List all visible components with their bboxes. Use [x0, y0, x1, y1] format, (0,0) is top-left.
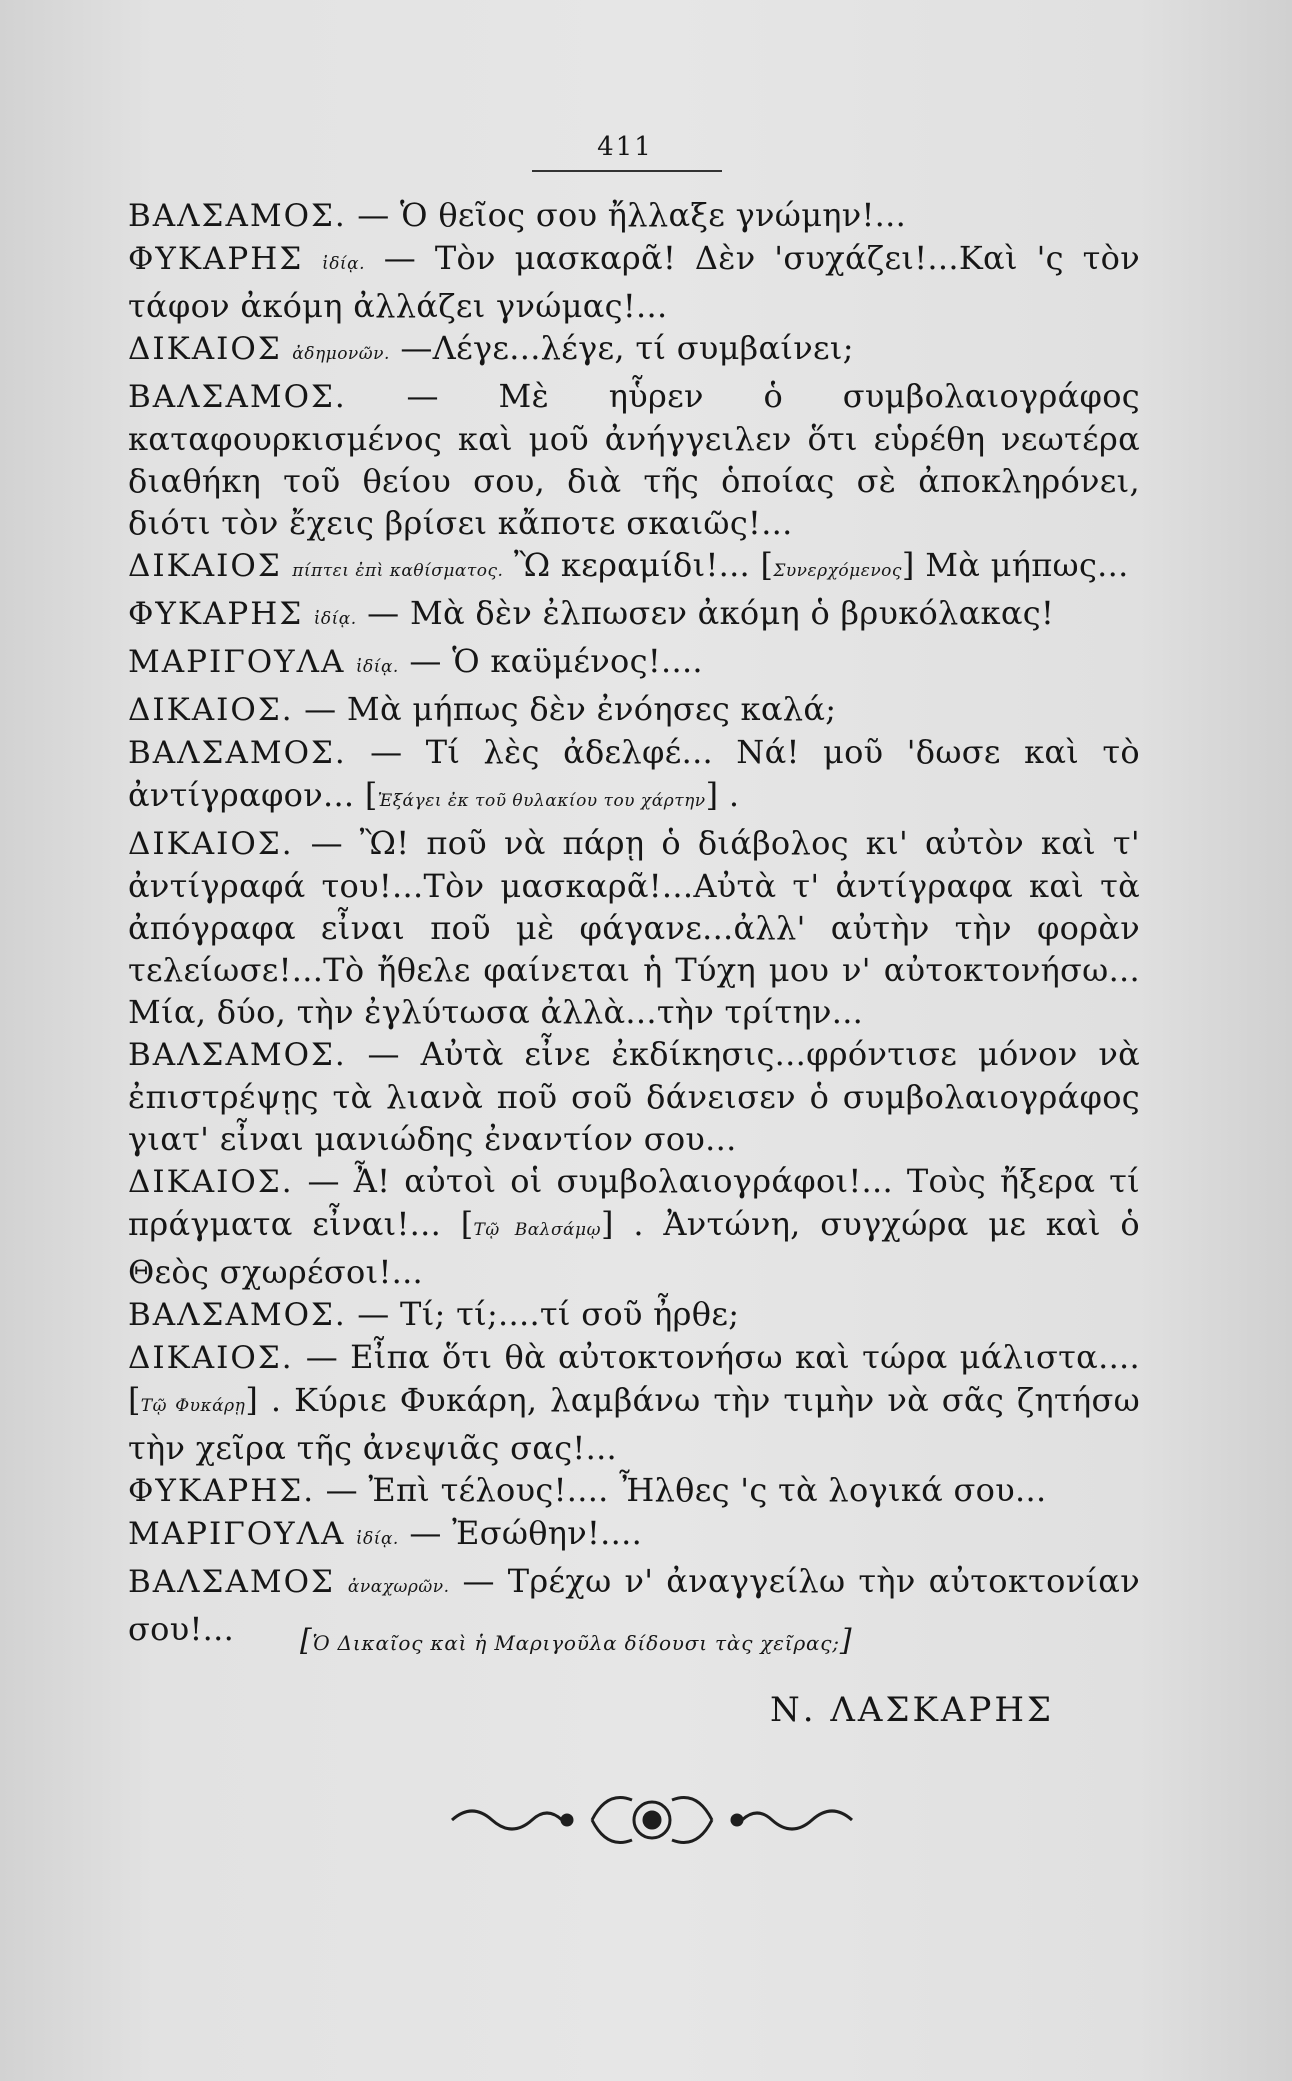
dialogue-paragraph — [128, 640, 1140, 688]
speaker-name: ΔΙΚΑΙΟΣ. — [128, 1164, 294, 1200]
speaker-name: ΦΥΚΑΡΗΣ — [128, 596, 304, 632]
speaker-name: ΜΑΡΙΓΟΥΛΑ — [128, 1516, 346, 1552]
speaker-name: ΦΥΚΑΡΗΣ. — [128, 1473, 316, 1509]
open-bracket: [ — [760, 546, 774, 584]
open-bracket: [ — [300, 1623, 313, 1658]
closing-direction-text: Ὁ Δικαῖος καὶ ἡ Μαριγοῦλα δίδουσι τὰς χεῖρας; — [312, 1631, 840, 1655]
stage-direction: πίπτει ἐπὶ καθίσματος. — [292, 561, 504, 581]
close-bracket: ] — [245, 1381, 259, 1419]
dialogue-text: — Ἆ! αὐτοὶ οἱ συμβολαιογράφοι!... Τοὺς ἤξερα τί πράγματα εἶναι!... — [128, 1162, 1140, 1243]
dialogue-paragraph — [128, 688, 1140, 731]
dialogue-text: . Ἀντώνη, συγχώρα με καὶ ὁ Θεὸς σχωρέσοι!... — [128, 1205, 1140, 1291]
dialogue-text: — Τί λὲς ἀδελφέ... Νά! μοῦ 'δωσε καὶ τὸ ἀντίγραφον... — [128, 733, 1140, 814]
speaker-name: ΔΙΚΑΙΟΣ. — [128, 826, 294, 862]
dialogue-paragraph — [128, 375, 1140, 544]
close-bracket: ] — [705, 776, 719, 814]
dialogue-text: Ὢ κεραμίδι!... — [513, 546, 751, 584]
speaker-name: ΔΙΚΑΙΟΣ — [128, 331, 282, 367]
speaker-name: ΒΑΛΣΑΜΟΣ — [128, 1564, 335, 1600]
dialogue-text: — Μὰ δὲν ἐλπωσεν ἀκόμη ὁ βρυκόλακας! — [367, 594, 1055, 632]
dialogue-text: . — [728, 776, 740, 814]
speaker-name: ΦΥΚΑΡΗΣ — [128, 241, 304, 277]
dialogue-text: — Εἶπα ὅτι θὰ αὐτοκτονήσω καὶ τώρα μάλιστα.... — [305, 1338, 1140, 1376]
open-bracket: [ — [460, 1205, 474, 1243]
stage-direction: ἰδίᾳ. — [355, 657, 399, 677]
dialogue-paragraph — [128, 1512, 1140, 1560]
dialogue-text: . Κύριε Φυκάρη, λαμβάνω τὴν τιμὴν νὰ σᾶς ζητήσω τὴν χεῖρα τῆς ἀνεψιᾶς σας!... — [128, 1381, 1140, 1467]
dialogue-text: — Μὰ μήπως δὲν ἐνόησες καλά; — [304, 690, 837, 728]
dialogue-text: — Ἐσώθην!.... — [409, 1514, 643, 1552]
dialogue-text: Μὰ μήπως... — [925, 546, 1129, 584]
stage-direction: ἰδίᾳ. — [355, 1529, 399, 1549]
close-bracket: ] — [901, 546, 915, 584]
dialogue-paragraph — [128, 1469, 1140, 1512]
dialogue-text: — Αὐτὰ εἶνε ἐκδίκησις...φρόντισε μόνον νὰ ἐπιστρέψῃς τὰ λιανὰ ποῦ σοῦ δάνεισεν ὁ συμβολαιογράφος γιατ' εἶναι μανιώδης ἐναντίον σου... — [128, 1035, 1140, 1158]
speaker-name: ΒΑΛΣΑΜΟΣ. — [128, 735, 347, 771]
closing-stage-direction — [300, 1623, 1020, 1658]
speaker-name: ΜΑΡΙΓΟΥΛΑ — [128, 644, 346, 680]
page-number: 411 — [597, 132, 653, 162]
speaker-name: ΒΑΛΣΑΜΟΣ. — [128, 1297, 347, 1333]
stage-direction: Τῷ Φυκάρῃ — [140, 1396, 246, 1416]
dialogue-paragraph — [128, 1033, 1140, 1160]
dialogue-text: — Ὁ θεῖος σου ἤλλαξε γνώμην!... — [357, 196, 907, 234]
speaker-name: ΒΑΛΣΑΜΟΣ. — [128, 1037, 347, 1073]
dialogue-text: — Τὸν μασκαρᾶ! Δὲν 'συχάζει!...Καὶ 'ς τὸν τάφον ἀκόμη ἀλλάζει γνώμας!... — [128, 239, 1140, 325]
stage-direction: ἀδημονῶν. — [292, 344, 390, 364]
stage-direction: ἰδίᾳ. — [322, 254, 365, 274]
dialogue-paragraph — [128, 592, 1140, 640]
author-signature: Ν. ΛΑΣΚΑΡΗΣ — [770, 1690, 1055, 1730]
open-bracket: [ — [364, 776, 378, 814]
stage-direction: Ἐξάγει ἐκ τοῦ θυλακίου του χάρτην — [377, 791, 706, 811]
dialogue-text: —Λέγε...λέγε, τί συμβαίνει; — [400, 329, 854, 367]
dialogue-paragraph — [128, 1293, 1140, 1336]
stage-direction: Τῷ Βαλσάμῳ — [473, 1220, 601, 1240]
dialogue-paragraph — [128, 731, 1140, 822]
stage-direction: ἀναχωρῶν. — [347, 1577, 450, 1597]
dialogue-paragraph — [128, 1160, 1140, 1293]
open-bracket: [ — [128, 1381, 141, 1419]
stage-direction: ἰδίᾳ. — [313, 609, 357, 629]
dialogue-paragraph — [128, 327, 1140, 375]
close-bracket: ] — [600, 1205, 614, 1243]
speaker-name: ΔΙΚΑΙΟΣ — [128, 548, 282, 584]
speaker-name: ΔΙΚΑΙΟΣ. — [128, 1340, 294, 1376]
speaker-name: ΔΙΚΑΙΟΣ. — [128, 692, 294, 728]
speaker-name: ΒΑΛΣΑΜΟΣ. — [128, 379, 347, 415]
dialogue-text: — Τρέχω ν' ἀναγγείλω τὴν αὐτοκτονίαν σου!... — [128, 1562, 1140, 1648]
dialogue-paragraph — [128, 1336, 1140, 1469]
dialogue-paragraph — [128, 822, 1140, 1033]
dialogue-paragraph — [128, 194, 1140, 237]
dialogue-paragraph — [128, 544, 1140, 592]
play-dialogue — [128, 194, 1140, 1650]
header-rule — [532, 170, 722, 172]
dialogue-text: — Μὲ ηὗρεν ὁ συμβολαιογράφος καταφουρκισμένος καὶ μοῦ ἀνήγγειλεν ὅτι εὑρέθη νεωτέρα διαθήκη τοῦ θείου σου, διὰ τῆς ὁποίας σὲ ἀποκληρόνει, διότι τὸν ἔχεις βρίσει κἄποτε σκαιῶς!... — [128, 377, 1140, 542]
dialogue-text: — Ἐπὶ τέλους!.... Ἦλθες 'ς τὰ λογικά σου... — [325, 1471, 1047, 1509]
dialogue-text: — Ὢ! ποῦ νὰ πάρῃ ὁ διάβολος κι' αὐτὸν καὶ τ' ἀντίγραφά του!...Τὸν μασκαρᾶ!...Αὐτὰ τ' ἀντίγραφα καὶ τὰ ἀπόγραφα εἶναι ποῦ μὲ φάγανε...ἀλλ' αὐτὴν τὴν φορὰν τελείωσε!...Τὸ ἤθελε φαίνεται ἡ Τύχη μου ν' αὐτοκτονήσω... Μία, δύο, τὴν ἐγλύτωσα ἀλλὰ...τὴν τρίτην... — [128, 824, 1140, 1031]
stage-direction: Συνερχόμενος — [773, 561, 902, 581]
dialogue-paragraph — [128, 237, 1140, 327]
close-bracket: ] — [839, 1623, 853, 1658]
dialogue-text: — Τί; τί;....τί σοῦ ἦρθε; — [357, 1295, 740, 1333]
speaker-name: ΒΑΛΣΑΜΟΣ. — [128, 198, 347, 234]
dialogue-text: — Ὁ καϋμένος!.... — [409, 642, 703, 680]
decorative-ornament-icon — [442, 1785, 862, 1855]
